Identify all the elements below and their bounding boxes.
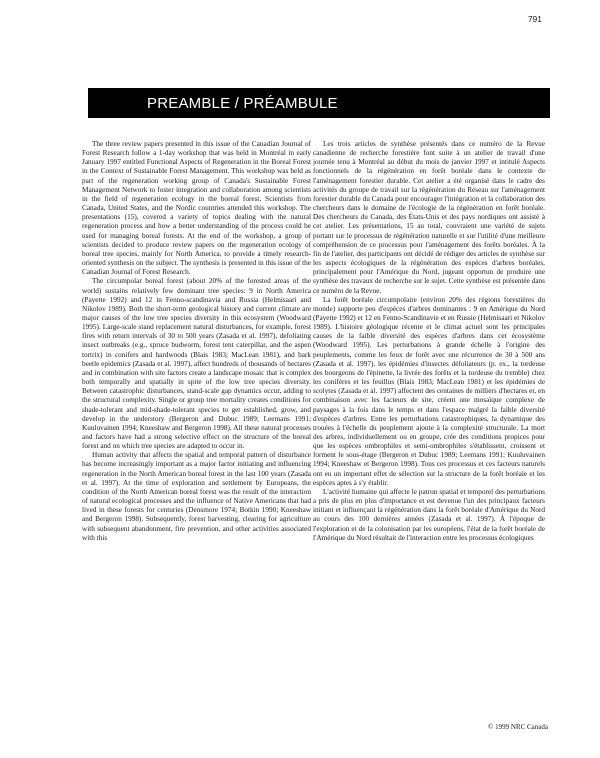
- page-number: 791: [527, 14, 542, 24]
- english-paragraph-2: The circumpolar boreal forest (about 20% of the forested areas of the world) sustains relatively few dominant tree species: 9 in North America (Payette 1992) and 12 in Fenno-scandinavia and Russia (Helmisaari and Nikolov 1989). Both the short-term geological history and current climate are major causes of the low tree species diversity in this ecosystem (Woodward 1995). Large-scale stand replacement natural disturbances, for example, forest fires with return intervals of 30 to 500 years (Zasada et al. 1997), defoliating insect outbreaks (e.g., spruce budworm, forest tent caterpillar, and the aspen tortrix) in conifers and hardwoods (Blais 1983; MacLean 1981), and bark beetle epidemics (Zasada et al. 1997), affect hundreds of thousands of hectares and in combination with site factors create a landscape mosaic that is complex both temporally and spatially in spite of the low tree species diversity. Between catastrophic disturbances, stand-scale gap dynamics occur, adding to the structural complexity. Single or group tree mortality creates conditions for shade-tolerant and mid-shade-tolerant species to get established, grow, and develop in the understory (Bergeron and Dubuc 1989; Leemans 1991; Kuuluvainen 1994; Kneeshaw and Bergeron 1998). All these natural processes and factors have had a strong selective effect on the structure of the boreal forest and on which tree species are adapted to occur in.: [82, 277, 311, 451]
- french-paragraph-2: La forêt boréale circumpolaire (environ 20% des régions forestières du monde) supporte peu d'espèces d'arbres dominantes : 9 en Amérique du Nord (Payette 1992) et 12 en Fenno-Scandinavie et en Russie (Helmisaari et Nikolov 1989). L'histoire géologique récente et le climat actuel sont les principales causes de la faible diversité des espèces d'arbres dans cet écosystème (Woodward 1995). Les perturbations à grande échelle à l'origine des peuplements, comme les feux de forêt avec une récurrence de 30 à 500 ans (Zasada et al. 1997), les épidémies d'insectes défoliateurs (p. ex., la tordeuse des bourgeons de l'épinette, la livrée des forêts et la tordeuse du tremble) chez les conifères et les feuillus (Blais 1983; MacLean 1981) et les épidémies de scolytes (Zasada et al. 1997) affectent des centaines de milliers d'hectares et, en combinaison avec les facteurs de site, créent une mosaïque complexe de paysages à la fois dans le temps et dans l'espace malgré la faible diversité d'espèces d'arbres. Entre les perturbations catastrophiques, la dynamique des trouées à l'échelle du peuplement ajoute à la complexité structurale. La mort des arbres, individuellement ou en groupe, crée des conditions propices pour que les espèces ombrophiles et semi-ombrophiles s'établissent, croissent et forment le sous-étage (Bergeron et Dubuc 1989; Leemans 1991; Kuuluvainen 1994; Kneeshaw et Bergeron 1998). Tous ces processus et ces facteurs naturels ont eu un important effet de sélection sur la structure de la forêt boréale et les espèces aptes à s'y établir.: [313, 295, 545, 487]
- english-paragraph-1: The three review papers presented in this issue of the Canadian Journal of Forest Research follow a 1-day workshop that was held in Montréal in early January 1997 entitled Functional Aspects of Regeneration in the Boreal Forest in the Context of Sustainable Forest Management. This workshop was held as part of the regeneration working group of Canada's Sustainable Forest Management Network to foster integration and collaboration among scientists in the field of regeneration ecology in the boreal forest. Scientists from Canada, United States, and the Nordic countries attended this workshop. The presentations (15), covered a variety of topics dealing with the natural regeneration process and how a better understanding of the process could be used for managing boreal forests. At the end of the workshop, a group of scientists decided to produce review papers on the regeneration ecology of boreal tree species, mainly for North America, to provide a timely research-oriented synthesis on the subject. The synthesis is presented in this issue of the Canadian Journal of Forest Research.: [82, 140, 311, 277]
- french-paragraph-1: Les trois articles de synthèse présentés dans ce numéro de la Revue canadienne de recherche forestière font suite à un atelier de travail d'une journée tenu à Montréal au début du mois de janvier 1997 et intitulé Aspects fonctionnels de la régénération en forêt boréale dans le contexte de l'aménagement forestier durable. Cet atelier a été organisé dans le cadre des activités du groupe de travail sur la régénération du Réseau sur l'aménagement forestier durable du Canada pour encourager l'intégration et la collaboration des chercheurs dans le domaine de l'écologie de la régénération en forêt boréale. Des chercheurs du Canada, des États-Unis et des pays nordiques ont assisté à cet atelier. Les présentations, 15 au total, couvraient une variété de sujets portant sur le processus de régénération naturelle et sur l'utilité d'une meilleure compréhension de ce processus pour l'aménagement des forêts boréales. À la fin de l'atelier, des participants ont décidé de rédiger des articles de synthèse sur les aspects écologiques de la régénération des espèces d'arbres boréales, principalement pour l'Amérique du Nord, jugeant opportun de produire une synthèse des travaux de recherche sur le sujet. Cette synthèse est présentée dans ce numéro de la Revue.: [313, 140, 545, 295]
- english-column: [82, 140, 311, 543]
- page-title: PREAMBLE / PRÉAMBULE: [147, 95, 338, 112]
- french-column: [313, 140, 545, 543]
- english-paragraph-3: Human activity that affects the spatial and temporal pattern of disturbance has become increasingly important as a major factor initiating and influencing regeneration in the North American boreal forest in the last 100 years (Zasada et al. 1997). At the time of exploration and settlement by Europeans, the condition of the North American boreal forest was the result of the interaction of natural ecological processes and the influence of Native Americans that had lived in these forests for centuries (Densmore 1974; Botkin 1990; Kneeshaw and Bergeron 1998). Subsequently, forest harvesting, clearing for agriculture with subsequent abandonment, fire prevention, and other activities associated with this: [82, 451, 311, 542]
- french-paragraph-3: L'activité humaine qui affecte le patron spatial et temporel des perturbations a pris de plus en plus d'importance et est devenue l'un des principaux facteurs initiant et influençant la régénération dans la forêt boréale d'Amérique du Nord au cours des 100 dernières années (Zasada et al. 1997). À l'époque de l'exploration et de la colonisation par les européens, l'état de la forêt boréale de l'Amérique du Nord résultait de l'interaction entre les processus écologiques: [313, 487, 545, 542]
- copyright-notice: © 1999 NRC Canada: [488, 723, 548, 731]
